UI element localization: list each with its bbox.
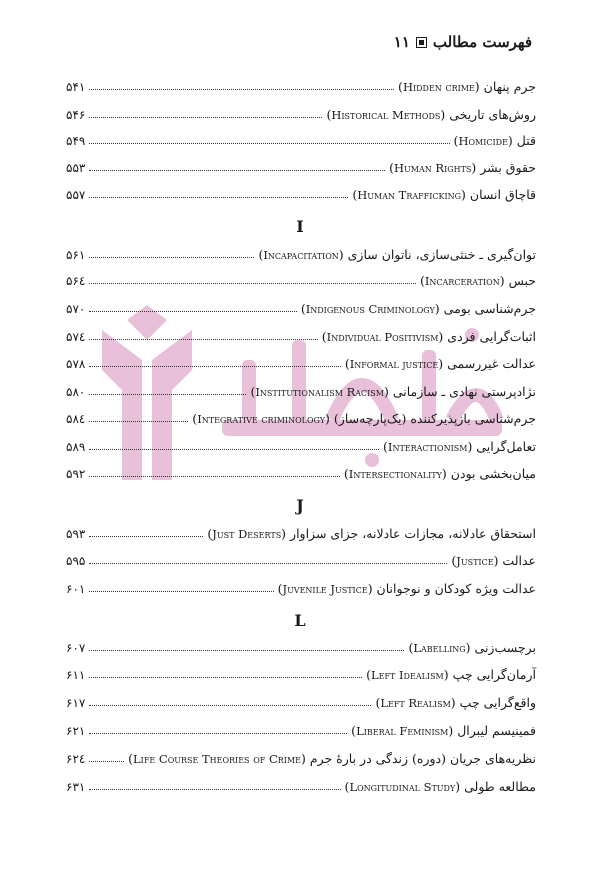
entry-title-persian: نژادپرستی نهادی ـ سازمانی	[392, 384, 536, 399]
entry-title-english: Left Idealism	[371, 668, 444, 682]
entry-title-persian: جرم‌شناسی بومی	[443, 301, 536, 316]
entry-title-persian: عدالت	[502, 553, 536, 568]
dot-leader	[89, 705, 371, 706]
entry-page-number: ۶۱۷	[66, 696, 86, 710]
entry-title-persian: حبس	[508, 273, 536, 288]
entry-title-english: Just Deserts	[212, 527, 282, 541]
entry-title: جرم پنهان (Hidden crime)	[398, 79, 536, 94]
dot-leader	[89, 761, 124, 762]
dot-leader	[89, 311, 296, 312]
entry-title-persian: واقع‌گرایی چپ	[459, 695, 536, 710]
toc-entry[interactable]	[66, 126, 536, 148]
entry-page-number: ۵۵۳	[66, 161, 86, 175]
entry-page-number: ۶۲۱	[66, 724, 86, 738]
entry-title-english: Informal justice	[349, 357, 439, 371]
entry-page-number: ۵۸٤	[66, 412, 86, 426]
dot-leader	[89, 449, 379, 450]
entry-title-english: Incarceration	[424, 274, 500, 288]
toc-entry[interactable]	[66, 153, 536, 175]
header-title: فهرست مطالب	[432, 33, 532, 51]
entry-page-number: ۵۴۶	[66, 108, 86, 122]
entry-title: قاچاق انسان (Human Trafficking)	[352, 187, 536, 202]
toc-entry[interactable]	[66, 377, 536, 399]
dot-leader	[89, 789, 340, 790]
entry-title-english: Incapacitation	[263, 248, 339, 262]
entry-title-persian: اثبات‌گرایی فردی	[447, 329, 536, 344]
entry-page-number: ۶۲٤	[66, 752, 86, 766]
entry-page-number: ۵۹۳	[66, 527, 86, 541]
entry-title-english: Indigenous Criminology	[305, 302, 435, 316]
entry-title-english: Liberal Feminism	[356, 724, 449, 738]
dot-leader	[89, 143, 449, 144]
dot-leader	[89, 117, 322, 118]
toc-entry[interactable]	[66, 180, 536, 202]
entry-page-number: ۵۹۵	[66, 554, 86, 568]
entry-title: حبس (Incarceration)	[419, 273, 536, 288]
entry-page-number: ۶۰۷	[66, 641, 86, 655]
entry-title-english: Left Realism	[380, 696, 451, 710]
toc-entry[interactable]	[66, 716, 536, 738]
entry-title-english: Integrative criminology	[197, 412, 326, 426]
toc-entry[interactable]	[66, 546, 536, 568]
dot-leader	[89, 563, 447, 564]
dot-leader	[89, 89, 394, 90]
entry-title: استحقاق عادلانه، مجازات عادلانه، جزای سزاوار (Just Deserts)	[207, 526, 536, 541]
toc-entry[interactable]	[66, 322, 536, 344]
entry-title: مطالعه طولی (Longitudinal Study)	[344, 779, 536, 794]
entry-page-number: ۵۸۹	[66, 440, 86, 454]
entry-title: میان‌بخشی بودن (Intersectionality)	[343, 466, 536, 481]
toc-entry[interactable]	[66, 349, 536, 371]
entry-page-number: ۵۷۰	[66, 302, 86, 316]
entry-title-english: Individual Positivism	[326, 330, 439, 344]
dot-leader	[89, 283, 416, 284]
entry-title: روش‌های تاریخی (Historical Methods)	[326, 107, 536, 122]
toc-entry[interactable]	[66, 519, 536, 541]
toc-entry[interactable]	[66, 744, 536, 766]
toc-entry[interactable]	[66, 100, 536, 122]
header-page-number: ۱۱	[393, 33, 410, 51]
entry-title-english: Homicide	[458, 134, 508, 148]
toc-entry[interactable]	[66, 772, 536, 794]
entry-title: عدالت ویژه کودکان و نوجوانان (Juvenile Justice)	[277, 581, 536, 596]
entry-title-english: Intersectionality	[348, 467, 442, 481]
entry-page-number: ۶۰۱	[66, 582, 86, 596]
dot-leader	[89, 170, 385, 171]
entry-title-english: Longitudinal Study	[349, 780, 456, 794]
entry-title-english: Historical Methods	[331, 108, 441, 122]
page-header	[394, 33, 532, 51]
entry-page-number: ۶۱۱	[66, 668, 86, 682]
toc-entry[interactable]	[66, 574, 536, 596]
entry-title: جرم‌شناسی بازپذیرکننده (یک‌پارچه‌ساز) (Integrative criminology)	[192, 411, 536, 426]
entry-title: عدالت (Justice)	[451, 553, 536, 568]
entry-page-number: ۵۵۷	[66, 188, 86, 202]
entry-title-persian: عدالت غیررسمی	[447, 356, 536, 371]
entry-title-persian: روش‌های تاریخی	[449, 107, 536, 122]
entry-title-english: Human Rights	[394, 161, 472, 175]
section-letter-l: L	[294, 611, 306, 630]
toc-entry[interactable]	[66, 294, 536, 316]
entry-title-persian: حقوق بشر	[480, 160, 536, 175]
entry-title: تعامل‌گرایی (Interactionism)	[383, 439, 536, 454]
entry-title: عدالت غیررسمی (Informal justice)	[344, 356, 536, 371]
toc-entry[interactable]	[66, 404, 536, 426]
entry-title-persian: استحقاق عادلانه، مجازات عادلانه، جزای سزاوار	[290, 526, 536, 541]
entry-title-english: Life Course Theories of Crime	[133, 752, 301, 766]
entry-title: برچسب‌زنی (Labelling)	[408, 640, 536, 655]
square-bullet-icon	[416, 37, 427, 48]
dot-leader	[89, 421, 188, 422]
entry-title: جرم‌شناسی بومی (Indigenous Criminology)	[300, 301, 536, 316]
dot-leader	[89, 677, 362, 678]
entry-page-number: ۵۷٤	[66, 330, 86, 344]
entry-title: فمینیسم لیبرال (Liberal Feminism)	[351, 723, 536, 738]
toc-entry[interactable]	[66, 688, 536, 710]
dot-leader	[89, 476, 340, 477]
entry-title: قتل (Homicide)	[453, 133, 536, 148]
entry-title-persian: تعامل‌گرایی	[476, 439, 536, 454]
dot-leader	[89, 257, 254, 258]
dot-leader	[89, 591, 273, 592]
dot-leader	[89, 197, 348, 198]
entry-title-persian: قاچاق انسان	[469, 187, 536, 202]
entry-title-english: Hidden crime	[402, 80, 475, 94]
entry-title-persian: توان‌گیری ـ خنثی‌سازی، ناتوان سازی	[347, 247, 536, 262]
entry-title-persian: قتل	[516, 133, 536, 148]
toc-entry[interactable]	[66, 266, 536, 288]
dot-leader	[89, 536, 203, 537]
entry-page-number: ۵۷۸	[66, 357, 86, 371]
entry-page-number: ۵۴۱	[66, 80, 86, 94]
toc-entry[interactable]	[66, 633, 536, 655]
entry-title: نژادپرستی نهادی ـ سازمانی (Institutionalism Racism)	[250, 384, 536, 399]
entry-title-english: Human Trafficking	[357, 188, 462, 202]
entry-page-number: ۵۸۰	[66, 385, 86, 399]
entry-title-persian: برچسب‌زنی	[474, 640, 536, 655]
toc-entry[interactable]	[66, 432, 536, 454]
entry-page-number: ۶۳۱	[66, 780, 86, 794]
entry-title-english: Labelling	[413, 641, 466, 655]
entry-title-persian: فمینیسم لیبرال	[457, 723, 536, 738]
section-letter-i: I	[296, 217, 304, 236]
entry-title: واقع‌گرایی چپ (Left Realism)	[375, 695, 536, 710]
entry-title: حقوق بشر (Human Rights)	[389, 160, 536, 175]
entry-page-number: ۵۶۱	[66, 248, 86, 262]
entry-page-number: ۵۹۲	[66, 467, 86, 481]
section-letter-j: J	[296, 496, 304, 515]
dot-leader	[89, 394, 246, 395]
entry-title-english: Institutionalism Racism	[255, 385, 384, 399]
entry-page-number: ۵۶٤	[66, 274, 86, 288]
toc-entry[interactable]	[66, 459, 536, 481]
entry-title-persian: جرم پنهان	[483, 79, 536, 94]
entry-title-persian: آرمان‌گرایی چپ	[452, 667, 536, 682]
dot-leader	[89, 366, 340, 367]
entry-title: اثبات‌گرایی فردی (Individual Positivism)	[321, 329, 536, 344]
entry-title: آرمان‌گرایی چپ (Left Idealism)	[366, 667, 536, 682]
toc-entry[interactable]	[66, 660, 536, 682]
entry-title-english: Interactionism	[387, 440, 468, 454]
entry-title: نظریه‌های جریان (دوره) زندگی در بارهٔ جرم (Life Course Theories of Crime)	[128, 751, 536, 766]
dot-leader	[89, 339, 317, 340]
dot-leader	[89, 650, 404, 651]
toc-entry[interactable]	[66, 72, 536, 94]
entry-title: توان‌گیری ـ خنثی‌سازی، ناتوان سازی (Incapacitation)	[258, 247, 536, 262]
dot-leader	[89, 733, 347, 734]
entry-page-number: ۵۴۹	[66, 134, 86, 148]
entry-title-persian: عدالت ویژه کودکان و نوجوانان	[376, 581, 536, 596]
entry-title-english: Justice	[456, 554, 494, 568]
entry-title-persian: میان‌بخشی بودن	[450, 466, 536, 481]
toc-entry[interactable]	[66, 240, 536, 262]
entry-title-persian: نظریه‌های جریان (دوره) زندگی در بارهٔ جرم	[309, 751, 536, 766]
entry-title-english: Juvenile Justice	[282, 582, 368, 596]
entry-title-persian: جرم‌شناسی بازپذیرکننده (یک‌پارچه‌ساز)	[333, 411, 536, 426]
entry-title-persian: مطالعه طولی	[464, 779, 536, 794]
